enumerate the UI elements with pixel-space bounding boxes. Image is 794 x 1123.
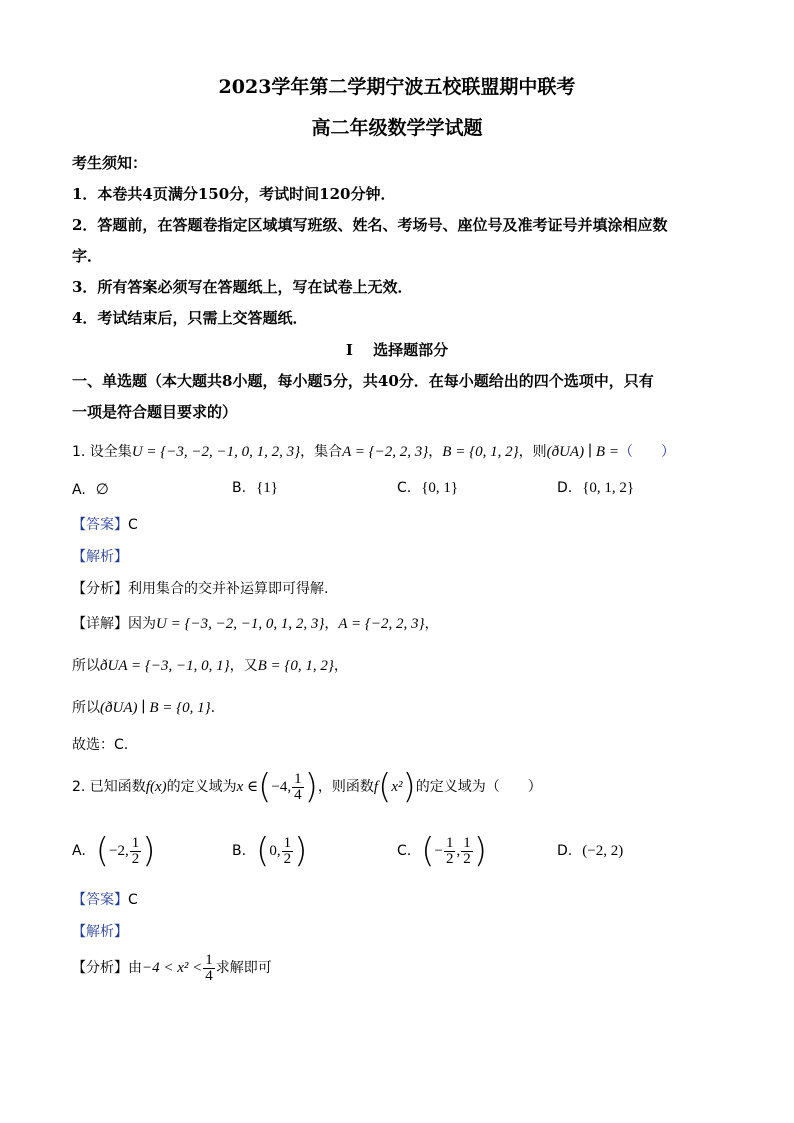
q1-conclusion: 故选：C.: [72, 737, 129, 753]
notice-item-3: 3．所有答案必须写在答题纸上，写在试卷上无效．: [72, 278, 413, 296]
q1-set-b: B = {0, 1, 2}: [442, 444, 519, 460]
q1-option-b: B. {1}: [232, 480, 278, 496]
q1-detail-line1: 【详解】因为U = {−3, −2, −1, 0, 1, 2, 3}，A = {−2, 2, 3}，: [72, 616, 439, 632]
question-1-stem: [72, 441, 675, 461]
part-heading: I 选择题部分: [345, 341, 449, 359]
notice-item-1: 1．本卷共4页满分150分，考试时间120分钟．: [72, 185, 396, 203]
q2-answer: 【答案】C: [72, 892, 138, 908]
exam-subtitle: 高二年级数学学试题: [311, 117, 483, 139]
q2-analysis-tag: 【解析】: [72, 924, 128, 940]
q1-option-a: A. ∅: [72, 482, 109, 498]
q2-fenxi: 【分析】由−4 < x² < $\frac{1}{4}$ 求解即可: [72, 951, 272, 984]
q1-analysis-tag: 【解析】: [72, 549, 128, 565]
notice-item-4: 4．考试结束后，只需上交答题纸．: [72, 309, 308, 327]
q2-option-d: D. (−2, 2): [557, 843, 624, 859]
q2-option-c: C. (− $\frac{1}{2}$ , $\frac{1}{2}$ ): [397, 831, 487, 871]
q1-detail-line2: 所以ðUA = {−3, −1, 0, 1}，又B = {0, 1, 2}，: [72, 658, 348, 674]
q1-fenxi: 【分析】利用集合的交并补运算即可得解.: [72, 581, 329, 597]
section-instructions-line1: 一、单选题（本大题共8小题，每小题5分，共40分．在每小题给出的四个选项中，只有: [72, 372, 654, 390]
q1-set-u: U = {−3, −2, −1, 0, 1, 2, 3}: [131, 444, 301, 460]
q2-option-a: A. (−2, $\frac{1}{2}$ ): [72, 831, 156, 871]
notice-item-2-cont: 字．: [72, 247, 103, 265]
q1-stem-c: ，则: [518, 444, 547, 460]
notice-heading: 考生须知：: [72, 154, 148, 172]
q1-answer-blank: （ ）: [618, 444, 675, 460]
q1-answer: 【答案】C: [72, 517, 138, 533]
exam-title: 2023学年第二学期宁波五校联盟期中联考: [218, 76, 576, 98]
question-2-stem: 2. 已知函数f(x)的定义域为x ∈(−4, $\frac{1}{4}$ )，则函数f(x²)的定义域为（ ）: [72, 767, 542, 807]
q1-expression: (ðUA) ∣ B =: [546, 444, 619, 460]
q1-stem-b: ，集合: [300, 444, 343, 460]
q1-set-a: A = {−2, 2, 3}: [342, 444, 429, 460]
q2-domain-fraction: $\frac{1}{4}$: [294, 770, 302, 803]
q1-option-c: C. {0, 1}: [397, 480, 459, 496]
q1-detail-line3: 所以(ðUA) ∣ B = {0, 1}.: [72, 700, 216, 716]
section-instructions-line2: 一项是符合题目要求的）: [72, 403, 238, 421]
q2-option-b: B. (0, $\frac{1}{2}$ ): [232, 831, 308, 871]
notice-item-2: 2．答题前，在答题卷指定区域填写班级、姓名、考场号、座位号及准考证号并填涂相应数: [72, 216, 668, 234]
q1-sep: ，: [428, 444, 443, 460]
q1-option-d: D. {0, 1, 2}: [557, 480, 635, 496]
q1-stem-a: 1. 设全集: [72, 444, 132, 460]
